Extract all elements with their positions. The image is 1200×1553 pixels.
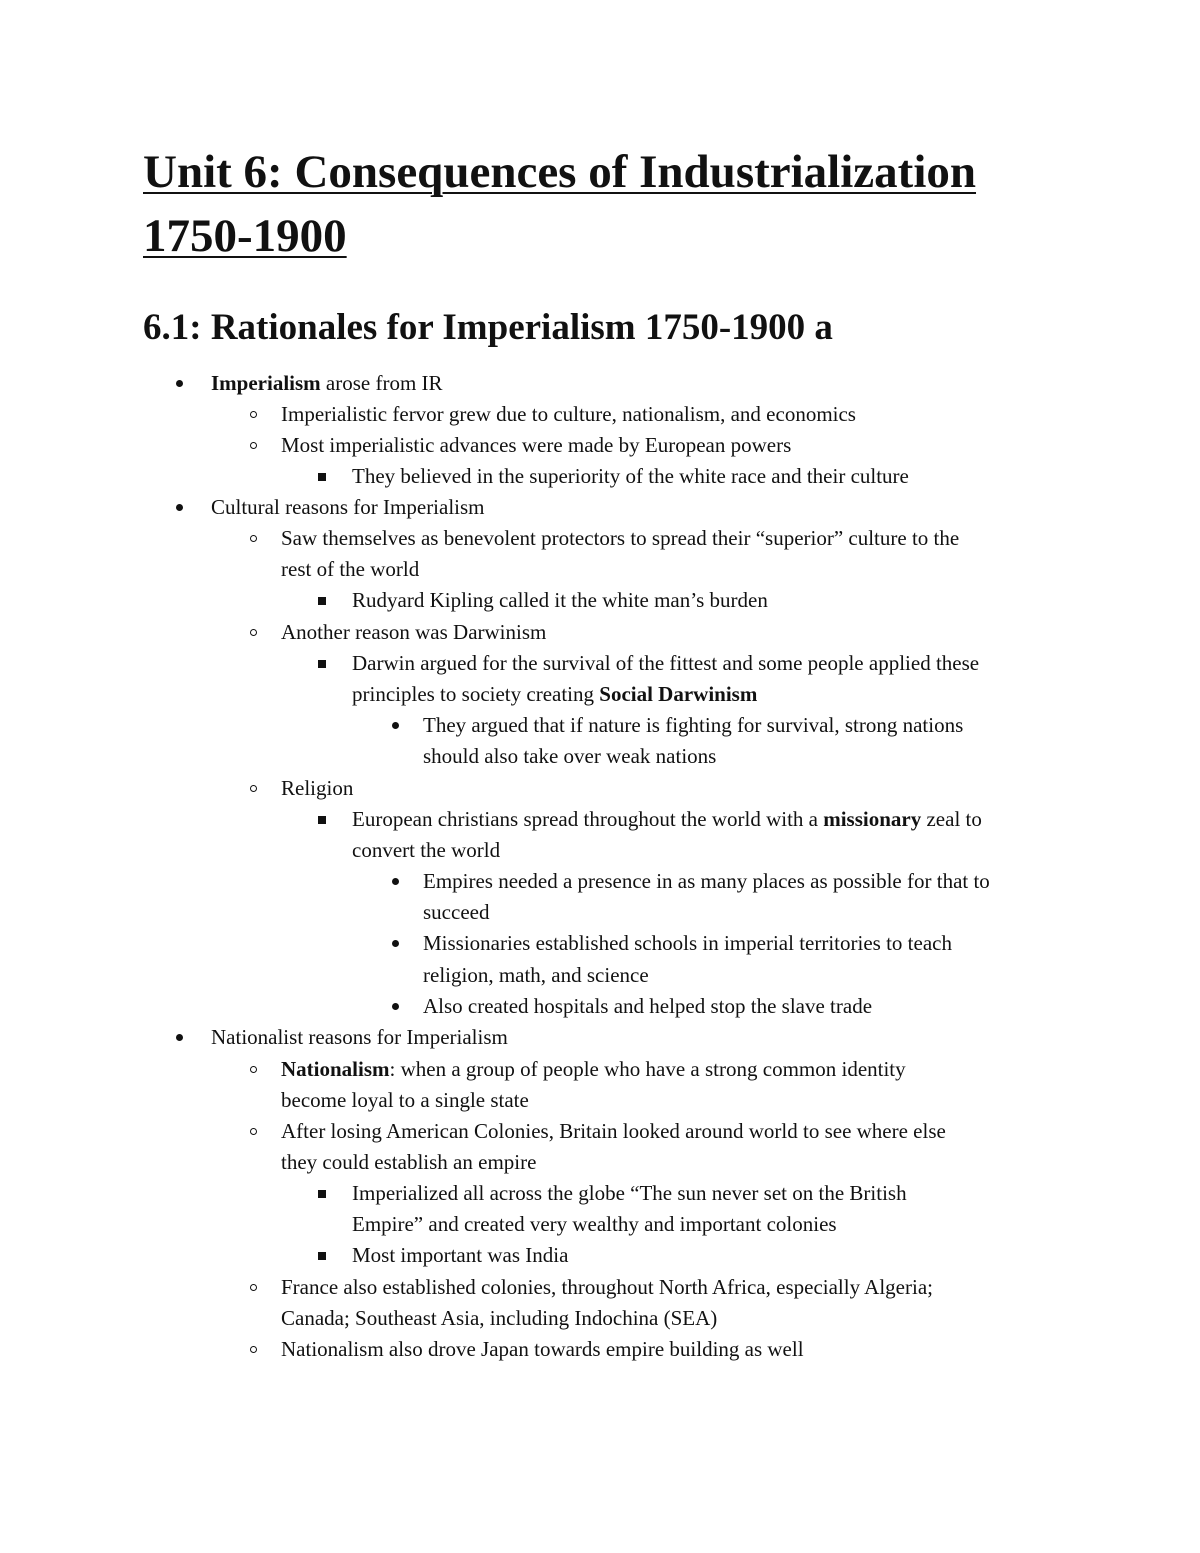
social-darwinism-term: Social Darwinism (599, 682, 758, 706)
list-item: They argued that if nature is fighting for survival, strong nations (423, 713, 964, 737)
square-bullet-icon (318, 1252, 326, 1260)
list-item (211, 368, 443, 399)
list-item-text: principles to society creating (352, 682, 600, 706)
disc-bullet-icon (176, 504, 183, 511)
list-item-continuation: become loyal to a single state (281, 1088, 529, 1112)
list-item: France also established colonies, throughout North Africa, especially Algeria; (281, 1275, 933, 1299)
circle-bullet-icon (250, 1066, 257, 1073)
list-item: Nationalism also drove Japan towards empire building as well (281, 1337, 804, 1361)
list-item: Another reason was Darwinism (281, 620, 547, 644)
list-item: They believed in the superiority of the white race and their culture (352, 464, 909, 488)
circle-bullet-icon (250, 629, 257, 636)
square-bullet-icon (318, 473, 326, 481)
list-item: Also created hospitals and helped stop the slave trade (423, 994, 873, 1018)
list-item-continuation: rest of the world (281, 557, 420, 581)
circle-bullet-icon (250, 411, 257, 418)
list-item-continuation: should also take over weak nations (423, 744, 717, 768)
section-heading: 6.1: Rationales for Imperialism 1750-1900 a (143, 307, 833, 348)
list-item: Empires needed a presence in as many places as possible for that to (423, 869, 990, 893)
page-title-line-2: 1750-1900 (143, 210, 347, 262)
disc-bullet-icon (392, 1003, 399, 1010)
nationalism-term: Nationalism (281, 1057, 390, 1081)
list-item: Most important was India (352, 1243, 569, 1267)
list-item: Saw themselves as benevolent protectors to spread their “superior” culture to the (281, 526, 960, 550)
list-item: Darwin argued for the survival of the fittest and some people applied these (352, 651, 980, 675)
disc-bullet-icon (176, 1034, 183, 1041)
list-item-text: European christians spread throughout the world with a (352, 807, 824, 831)
list-item-text: arose from IR (320, 371, 443, 395)
list-item: Nationalist reasons for Imperialism (211, 1025, 508, 1049)
list-item: After losing American Colonies, Britain looked around world to see where else (281, 1119, 946, 1143)
list-item-continuation: Canada; Southeast Asia, including Indochina (SEA) (281, 1306, 718, 1330)
page-title-line-1: Unit 6: Consequences of Industrialization (143, 146, 977, 198)
missionary-term: missionary (823, 807, 922, 831)
list-item: Missionaries established schools in imperial territories to teach (423, 931, 952, 955)
list-item-continuation (352, 679, 757, 710)
list-item: Religion (281, 776, 354, 800)
circle-bullet-icon (250, 785, 257, 792)
list-item: Imperialized all across the globe “The sun never set on the British (352, 1181, 907, 1205)
disc-bullet-icon (176, 380, 183, 387)
list-item-continuation: convert the world (352, 838, 501, 862)
circle-bullet-icon (250, 1284, 257, 1291)
disc-bullet-icon (392, 878, 399, 885)
square-bullet-icon (318, 1190, 326, 1198)
imperialism-term: Imperialism (211, 371, 321, 395)
list-item (352, 804, 982, 835)
disc-bullet-icon (392, 722, 399, 729)
list-item (281, 1054, 906, 1085)
list-item-continuation: religion, math, and science (423, 963, 649, 987)
list-item: Cultural reasons for Imperialism (211, 495, 485, 519)
list-item-continuation: succeed (423, 900, 490, 924)
circle-bullet-icon (250, 1128, 257, 1135)
list-item: Rudyard Kipling called it the white man’s burden (352, 588, 768, 612)
list-item-continuation: they could establish an empire (281, 1150, 537, 1174)
list-item: Most imperialistic advances were made by European powers (281, 433, 792, 457)
disc-bullet-icon (392, 940, 399, 947)
square-bullet-icon (318, 597, 326, 605)
circle-bullet-icon (250, 442, 257, 449)
list-item-continuation: Empire” and created very wealthy and important colonies (352, 1212, 837, 1236)
list-item: Imperialistic fervor grew due to culture, nationalism, and economics (281, 402, 856, 426)
circle-bullet-icon (250, 1346, 257, 1353)
square-bullet-icon (318, 816, 326, 824)
square-bullet-icon (318, 660, 326, 668)
circle-bullet-icon (250, 535, 257, 542)
list-item-text: zeal to (921, 807, 982, 831)
list-item-text: : when a group of people who have a strong common identity (389, 1057, 906, 1081)
